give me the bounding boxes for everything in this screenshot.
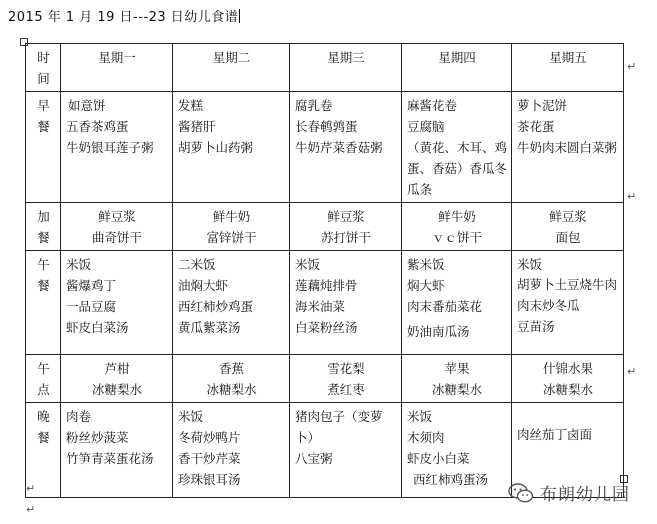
day-header-wed: 星期三 <box>290 44 402 92</box>
afternoon-snack-tue: 香蕉 冰糖梨水 <box>173 355 290 403</box>
afternoon-snack-wed: 雪花梨 煮红枣 <box>290 355 402 403</box>
lunch-row <box>26 251 624 355</box>
afternoon-snack-mon: 芦柑 冰糖梨水 <box>61 355 173 403</box>
afternoon-snack-label: 午 点 <box>26 355 61 403</box>
day-header-fri: 星期五 <box>512 44 624 92</box>
dinner-label: 晚 餐 <box>26 403 61 498</box>
lunch-thu: 紫米饭 焖大虾 肉末番茄菜花 奶油南瓜汤 <box>402 251 512 355</box>
snack-mon: 鲜豆浆 曲奇饼干 <box>61 203 173 251</box>
wechat-icon <box>508 482 534 504</box>
lunch-fri: 米饭 胡萝卜土豆烧牛肉 肉末炒冬瓜 豆苗汤 <box>512 251 624 355</box>
snack-wed: 鲜豆浆 苏打饼干 <box>290 203 402 251</box>
snack-row <box>26 203 624 251</box>
afternoon-snack-fri: 什锦水果 冰糖梨水 <box>512 355 624 403</box>
day-header-tue: 星期二 <box>173 44 290 92</box>
time-header: 时 间 <box>26 44 61 92</box>
paragraph-mark: ↵ <box>26 482 36 495</box>
watermark-text: 布朗幼儿园 <box>540 485 630 505</box>
watermark <box>508 480 630 505</box>
paragraph-mark: ↵ <box>627 190 637 203</box>
paragraph-mark: ↵ <box>627 60 637 73</box>
breakfast-tue: 发糕 酱猪肝 胡萝卜山药粥 <box>173 92 290 203</box>
dinner-tue: 米饭 冬荷炒鸭片 香干炒芹菜 珍珠银耳汤 <box>173 403 290 498</box>
lunch-wed: 米饭 莲藕炖排骨 海米油菜 白菜粉丝汤 <box>290 251 402 355</box>
lunch-mon: 米饭 酱爆鸡丁 一品豆腐 虾皮白菜汤 <box>61 251 173 355</box>
document-title: 2015 年 1 月 19 日---23 日幼儿食谱 <box>8 10 239 25</box>
paragraph-mark: ↵ <box>26 503 36 516</box>
menu-table <box>25 43 624 498</box>
dinner-thu: 米饭 木须肉 虾皮小白菜 西红柿鸡蛋汤 <box>402 403 512 498</box>
day-header-mon: 星期一 <box>61 44 173 92</box>
breakfast-fri: 萝卜泥饼 茶花蛋 牛奶肉末圆白菜粥 <box>512 92 624 203</box>
afternoon-snack-row <box>26 355 624 403</box>
snack-label: 加 餐 <box>26 203 61 251</box>
day-header-thu: 星期四 <box>402 44 512 92</box>
breakfast-wed: 腐乳卷 长春鹌鹑蛋 牛奶芹菜香菇粥 <box>290 92 402 203</box>
breakfast-label: 早 餐 <box>26 92 61 203</box>
snack-fri: 鲜豆浆 面包 <box>512 203 624 251</box>
breakfast-row <box>26 92 624 203</box>
dinner-wed: 猪肉包子（变萝卜） 八宝粥 <box>290 403 402 498</box>
header-row <box>26 44 624 92</box>
text-cursor <box>239 9 240 23</box>
breakfast-thu: 麻酱花卷 豆腐脑 （黄花、木耳、鸡蛋、香菇）香瓜冬瓜条 <box>402 92 512 203</box>
snack-tue: 鲜牛奶 富锌饼干 <box>173 203 290 251</box>
lunch-tue: 二米饭 油焖大虾 西红柿炒鸡蛋 黄瓜紫菜汤 <box>173 251 290 355</box>
paragraph-mark: ↵ <box>627 365 637 378</box>
lunch-label: 午 餐 <box>26 251 61 355</box>
snack-thu: 鲜牛奶 ｖｃ饼干 <box>402 203 512 251</box>
dinner-mon: 肉卷 粉丝炒菠菜 竹笋青菜蛋花汤 <box>61 403 173 498</box>
afternoon-snack-thu: 苹果 冰糖梨水 <box>402 355 512 403</box>
breakfast-mon: 如意饼 五香茶鸡蛋 牛奶银耳莲子粥 <box>61 92 173 203</box>
dinner-fri: 肉丝茄丁卤面 <box>512 403 624 498</box>
